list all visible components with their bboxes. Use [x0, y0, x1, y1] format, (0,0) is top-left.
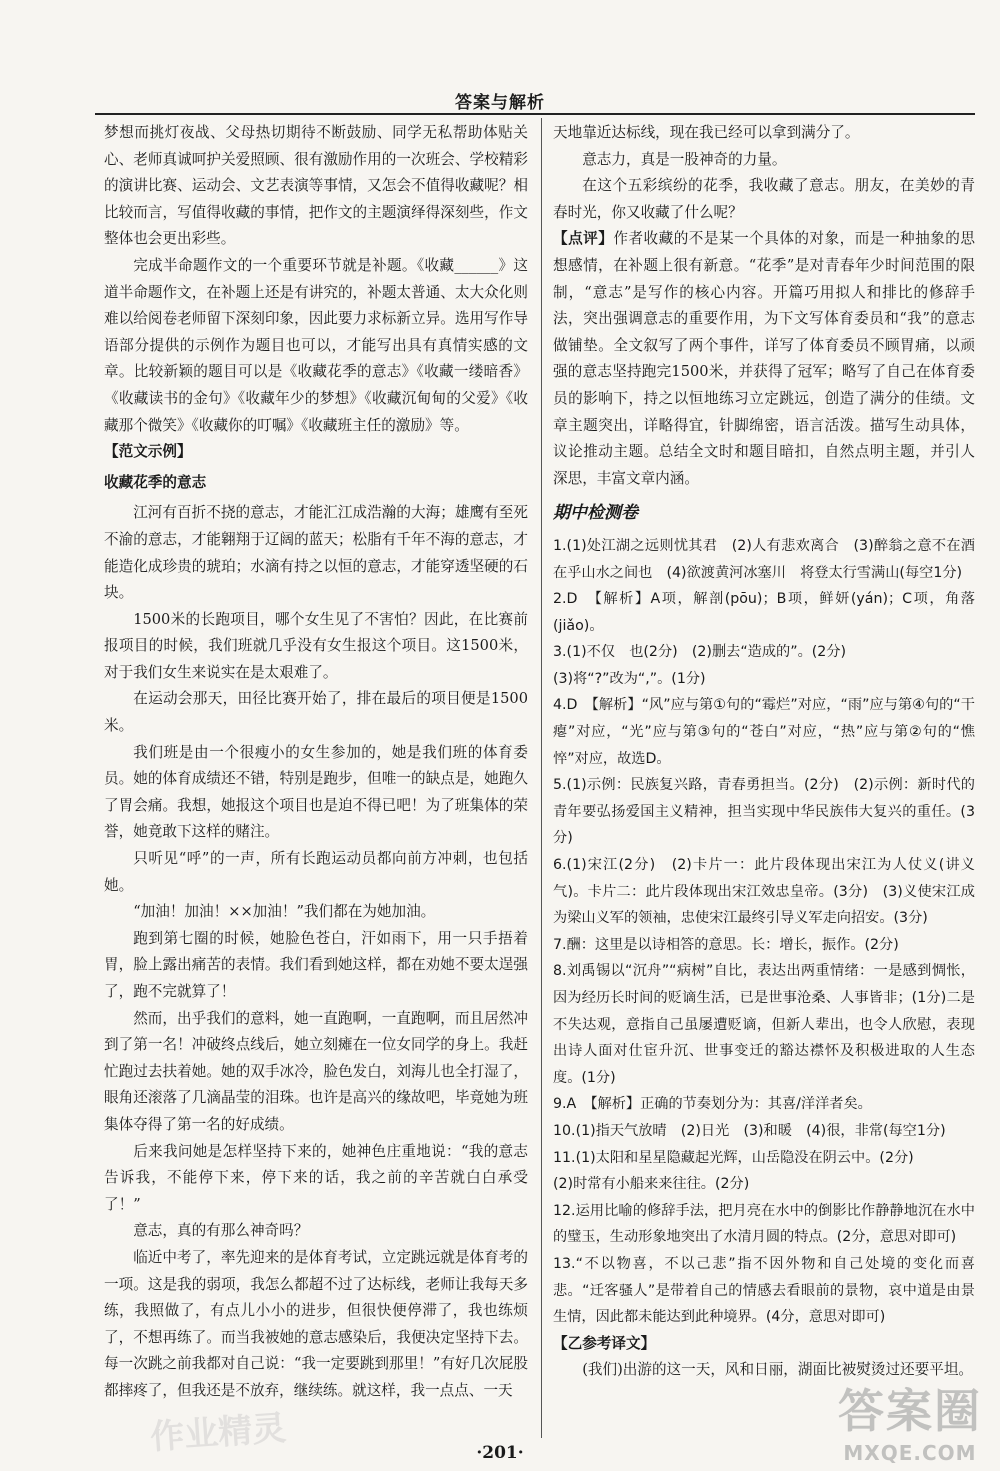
site-watermark — [838, 1375, 982, 1465]
essay-title: 收藏花季的意志 — [104, 473, 207, 491]
sample-essay-tag: 【范文示例】 — [104, 443, 192, 461]
essay-paragraph: 后来我问她是怎样坚持下来的，她神色庄重地说：“我的意志告诉我，不能停下来，停下来的话，我之前的辛苦就白白承受了！” — [104, 1142, 528, 1213]
essay-paragraph: 意志力，真是一股神奇的力量。 — [582, 150, 787, 168]
column-divider — [541, 118, 542, 1438]
essay-paragraph: 意志，真的有那么神奇吗？ — [133, 1222, 309, 1240]
answer-item: 4.D 【解析】“风”应与第①句的“霉烂”对应，“雨”应与第④句的“干瘪”对应，“光”应与第③句的“苍白”对应，“热”应与第②句的“憔悴”对应，故选D。 — [553, 697, 975, 767]
essay-paragraph: 江河有百折不挠的意志，才能汇江成浩瀚的大海；雄鹰有至死不渝的意志，才能翱翔于辽阔的蓝天；松脂有千年不海的意志，才能造化成珍贵的琥珀；水滴有持之以恒的意志，才能穿透坚硬的石块。 — [104, 504, 528, 602]
comment-text: 作者收藏的不是某一个具体的对象，而是一种抽象的思想感情，在补题上很有新意。“花季”是对青春年少时间范围的限制，“意志”是写作的核心内容。开篇巧用拟人和排比的修辞手法，突出强调意志的重要作用，为下文写体育委员和“我”的意志做铺垫。全文叙写了两个事件，详写了体育委员不顾胃痛，以顽强的意志坚持跑完1500米，并获得了冠军；略写了自己在体育委员的影响下，持之以恒地练习立定跳远，创造了满分的佳绩。文章主题突出，详略得宜，针脚绵密，语言活泼。描写生动具体，议论推动主题。总结全文时和题目暗扣，自然点明主题，并引人深思，丰富文章内涵。 — [553, 230, 975, 487]
translation-text: (我们)出游的这一天，风和日丽，湖面比被熨烫过还要平坦。 — [582, 1361, 974, 1379]
answer-item: (2)时常有小船来来往往。(2分) — [553, 1176, 750, 1193]
translation-tag: 【乙参考译文】 — [553, 1334, 656, 1352]
comment-tag: 【点评】 — [553, 230, 614, 248]
answer-item: 7.酬：这里是以诗相答的意思。长：增长，振作。(2分) — [553, 936, 899, 953]
section-title: 期中检测卷 — [553, 503, 638, 524]
essay-paragraph: 跑到第七圈的时候，她脸色苍白，汗如雨下，用一只手捂着胃，脸上露出痛苦的表情。我们看到她这样，都在劝她不要太逞强了，跑不完就算了！ — [104, 929, 528, 1000]
intro-paragraph: 梦想而挑灯夜战、父母热切期待不断鼓励、同学无私帮助体贴关心、老师真诚呵护关爱照顾、很有激励作用的一次班会、学校精彩的演讲比赛、运动会、文艺表演等事情，又怎会不值得收藏呢？相比较而言，写值得收藏的事情，把作文的主题演绎得深刻些，作文整体也会更出彩些。 — [104, 124, 528, 248]
essay-paragraph: 只听见“呼”的一声，所有长跑运动员都向前方冲刺，也包括她。 — [104, 850, 528, 894]
header-rule — [95, 113, 975, 115]
essay-paragraph: 天地靠近达标线，现在我已经可以拿到满分了。 — [553, 124, 860, 141]
essay-paragraph: 在运动会那天，田径比赛开始了，排在最后的项目便是1500米。 — [104, 690, 528, 735]
essay-paragraph: 然而，出乎我们的意料，她一直跑啊，一直跑啊，而且居然冲到了第一名！冲破终点线后，她立刻瘫在一位女同学的身上。我赶忙跑过去扶着她。她的双手冰冷，脸色发白，刘海儿也全打湿了，眼角还滚落了几滴晶莹的泪珠。也许是高兴的缘故吧，毕竟她为班集体夺得了第一名的好成绩。 — [104, 1009, 528, 1133]
answer-item: 13.“不以物喜，不以己悲”指不因外物和自己处境的变化而喜悲。“迁客骚人”是带着自己的情感去看眼前的景物，哀中道是由景生情，因此都未能达到此种境界。(4分，意思对即可) — [553, 1255, 975, 1326]
essay-paragraph: 我们班是由一个很瘦小的女生参加的，她是我们班的体育委员。她的体育成绩还不错，特别是跑步，但唯一的缺点是，她跑久了胃会痛。我想，她报这个项目也是迫不得已吧！为了班集体的荣誉，她竟敢下这样的赌注。 — [104, 743, 528, 841]
answer-item: 11.(1)太阳和星星隐藏起光辉，山岳隐没在阴云中。(2分) — [553, 1149, 914, 1166]
intro-paragraph: 完成半命题作文的一个重要环节就是补题。《收藏______》这道半命题作文，在补题上还是有讲究的，补题太普通、太大众化则难以给阅卷老师留下深刻印象，因此要力求标新立异。选用写作导语部分提供的示例作为题目也可以，才能写出具有真情实感的文章。比较新颖的题目可以是《收藏花季的意志》《收藏一缕暗香》《收藏读书的金句》《收藏年少的梦想》《收藏沉甸甸的父爱》《收藏那个微笑》《收藏你的叮嘱》《收藏班主任的激励》等。 — [104, 256, 528, 434]
answer-item: 6.(1)宋江(2分) (2)卡片一：此片段体现出宋江为人仗义(讲义气)。卡片二：此片段体现出宋江效忠皇帝。(3分) (3)义使宋江成为梁山义军的领袖，忠使宋江最终引导义军走向招安。(3分) — [553, 857, 975, 927]
watermark-url: MXQE.COM — [843, 1441, 977, 1465]
essay-paragraph: 1500米的长跑项目，哪个女生见了不害怕？因此，在比赛前报项目的时候，我们班就几乎没有女生报这个项目。这1500米，对于我们女生来说实在是太艰难了。 — [104, 610, 528, 681]
page-number: ·201· — [476, 1443, 524, 1463]
essay-paragraph: “加油！加油！××加油！”我们都在为她加油。 — [133, 903, 436, 921]
stamp-watermark: 作业精灵 — [149, 1408, 288, 1458]
answer-item: 2.D 【解析】A项，解剖(pōu)；B项，鲜妍(yán)；C项，角落(jiǎo)。 — [553, 591, 975, 634]
left-column — [104, 120, 528, 1405]
answer-item: 1.(1)处江湖之远则忧其君 (2)人有悲欢离合 (3)醉翁之意不在酒 在乎山水之间也 (4)欲渡黄河冰塞川 将登太行雪满山(每空1分) — [553, 537, 990, 581]
page-header-title: 答案与解析 — [455, 93, 545, 113]
answer-item: 5.(1)示例：民族复兴路，青春勇担当。(2分) (2)示例：新时代的青年要弘扬爱国主义精神，担当实现中华民族伟大复兴的重任。(3分) — [553, 777, 975, 847]
answer-item: 8.刘禹锡以“沉舟”“病树”自比，表达出两重情绪：一是感到惆怅，因为经历长时间的贬谪生活，已是世事沧桑、人事皆非；(1分)二是不失达观，意指自己虽屡遭贬谪，但新人辈出，也令人欣慰，表现出诗人面对仕宦升沉、世事变迁的豁达襟怀及积极进取的人生态度。(1分) — [553, 963, 975, 1086]
answer-item: 9.A 【解析】正确的节奏划分为：其喜/洋洋者矣。 — [553, 1096, 872, 1113]
answer-item: 3.(1)不仅 也(2分) (2)删去“造成的”。(2分) — [553, 644, 847, 661]
answer-item: (3)将“?”改为“,”。(1分) — [553, 670, 706, 687]
essay-paragraph: 在这个五彩缤纷的花季，我收藏了意志。朋友，在美妙的青春时光，你又收藏了什么呢？ — [553, 177, 975, 221]
answer-item: 10.(1)指天气放晴 (2)日光 (3)和暖 (4)很，非常(每空1分) — [553, 1122, 946, 1139]
answer-item: 12.运用比喻的修辞手法，把月亮在水中的倒影比作静静地沉在水中的璧玉，生动形象地突出了水清月圆的特点。(2分，意思对即可) — [553, 1202, 975, 1246]
essay-paragraph: 临近中考了，率先迎来的是体育考试，立定跳远就是体育考的一项。这是我的弱项，我怎么都超不过了达标线，老师让我每天多练，我照做了，有点儿小小的进步，但很快便停滞了，我也练烦了，不想再练了。而当我被她的意志感染后，我便决定坚持下去。每一次跳之前我都对自己说：“我一定要跳到那里！”有好几次屁股都摔疼了，但我还是不放弃，继续练。就这样，我一点点、一天 — [104, 1248, 528, 1399]
right-column — [553, 120, 990, 1384]
comment-paragraph — [553, 226, 975, 492]
watermark-logo-text: 答案圈 — [838, 1384, 982, 1438]
